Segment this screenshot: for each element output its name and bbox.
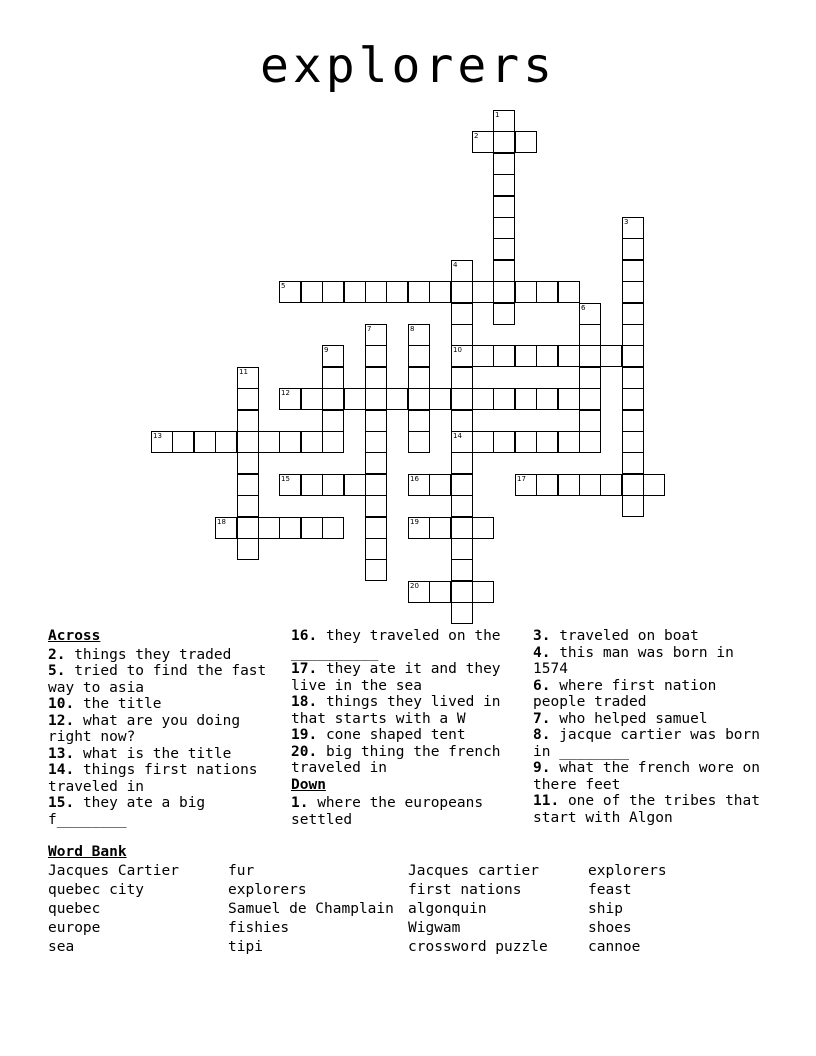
crossword-cell[interactable] xyxy=(536,345,558,367)
crossword-cell[interactable] xyxy=(622,324,644,346)
crossword-cell[interactable] xyxy=(622,303,644,325)
crossword-cell[interactable] xyxy=(493,110,515,132)
crossword-cell[interactable] xyxy=(472,388,494,410)
crossword-cell[interactable] xyxy=(365,474,387,496)
clue-across: 17. they ate it and they live in the sea xyxy=(291,661,501,694)
crossword-cell[interactable] xyxy=(451,303,473,325)
crossword-cell[interactable] xyxy=(344,281,366,303)
crossword-cell[interactable] xyxy=(365,367,387,389)
crossword-cell[interactable] xyxy=(451,324,473,346)
clue-number: 5 xyxy=(281,282,286,290)
crossword-cell[interactable] xyxy=(279,474,301,496)
clue-number: 20 xyxy=(410,582,419,590)
clue-across: 18. things they lived in that starts with a W xyxy=(291,694,501,727)
crossword-cell[interactable] xyxy=(493,260,515,282)
crossword-cell[interactable] xyxy=(536,281,558,303)
crossword-cell[interactable] xyxy=(558,474,580,496)
crossword-cell[interactable] xyxy=(365,388,387,410)
clue-number: 4 xyxy=(453,261,458,269)
crossword-cell[interactable] xyxy=(472,281,494,303)
crossword-cell[interactable] xyxy=(558,388,580,410)
word-bank-item: explorers xyxy=(228,882,307,898)
crossword-cell[interactable] xyxy=(408,431,430,453)
crossword-cell[interactable] xyxy=(322,517,344,539)
crossword-cell[interactable] xyxy=(579,388,601,410)
word-bank-list xyxy=(48,862,768,957)
clue-number: 18 xyxy=(217,518,226,526)
crossword-cell[interactable] xyxy=(622,345,644,367)
crossword-cell[interactable] xyxy=(301,517,323,539)
crossword-cell[interactable] xyxy=(365,495,387,517)
clue-across: 12. what are you doing right now? xyxy=(48,712,241,745)
word-bank-item: feast xyxy=(588,882,632,898)
clue-number: 16 xyxy=(410,475,419,483)
crossword-cell[interactable] xyxy=(622,410,644,432)
crossword-cell[interactable] xyxy=(472,517,494,539)
word-bank-item: quebec xyxy=(48,901,101,917)
crossword-cell[interactable] xyxy=(643,474,665,496)
crossword-cell[interactable] xyxy=(493,303,515,325)
crossword-cell[interactable] xyxy=(536,431,558,453)
clue-number: 8 xyxy=(410,325,415,333)
crossword-cell[interactable] xyxy=(322,345,344,367)
crossword-cell[interactable] xyxy=(365,410,387,432)
crossword-cell[interactable] xyxy=(408,367,430,389)
crossword-cell[interactable] xyxy=(493,174,515,196)
clue-number: 9 xyxy=(324,346,329,354)
clue-down: 6. where first nation people traded xyxy=(533,677,717,710)
crossword-cell[interactable] xyxy=(493,238,515,260)
clue-across: 16. they traveled on the __________ xyxy=(291,628,501,661)
crossword-cell[interactable] xyxy=(536,474,558,496)
clue-number: 15 xyxy=(281,475,290,483)
crossword-cell[interactable] xyxy=(600,474,622,496)
clue-number: 6 xyxy=(581,304,586,312)
crossword-cell[interactable] xyxy=(237,431,259,453)
word-bank-item: quebec city xyxy=(48,882,145,898)
crossword-cell[interactable] xyxy=(258,431,280,453)
clue-down: 9. what the french wore on there feet xyxy=(533,760,760,793)
word-bank-item: tipi xyxy=(228,939,263,955)
down-heading: Down xyxy=(291,776,326,793)
crossword-cell[interactable] xyxy=(365,559,387,581)
crossword-cell[interactable] xyxy=(301,281,323,303)
crossword-cell[interactable] xyxy=(408,581,430,603)
word-bank-item: Wigwam xyxy=(408,920,461,936)
crossword-cell[interactable] xyxy=(279,517,301,539)
crossword-cell[interactable] xyxy=(408,388,430,410)
crossword-cell[interactable] xyxy=(579,303,601,325)
crossword-cell[interactable] xyxy=(258,517,280,539)
crossword-cell[interactable] xyxy=(622,238,644,260)
clue-across: 13. what is the title xyxy=(48,745,232,762)
word-bank-item: ship xyxy=(588,901,623,917)
crossword-cell[interactable] xyxy=(237,538,259,560)
crossword-cell[interactable] xyxy=(622,431,644,453)
crossword-cell[interactable] xyxy=(451,538,473,560)
crossword-cell[interactable] xyxy=(493,345,515,367)
page-title: explorers xyxy=(259,38,557,94)
crossword-cell[interactable] xyxy=(237,367,259,389)
crossword-cell[interactable] xyxy=(172,431,194,453)
crossword-cell[interactable] xyxy=(322,431,344,453)
crossword-cell[interactable] xyxy=(622,281,644,303)
clue-number: 11 xyxy=(239,368,248,376)
crossword-cell[interactable] xyxy=(536,388,558,410)
crossword-cell[interactable] xyxy=(579,431,601,453)
crossword-cell[interactable] xyxy=(622,367,644,389)
crossword-cell[interactable] xyxy=(429,517,451,539)
word-bank xyxy=(48,843,768,957)
clue-down: 4. this man was born in 1574 xyxy=(533,644,734,677)
crossword-cell[interactable] xyxy=(515,345,537,367)
clue-column-1 xyxy=(48,628,280,828)
crossword-cell[interactable] xyxy=(237,388,259,410)
clue-number: 2 xyxy=(474,132,479,140)
clue-down: 8. jacque cartier was born in ________ xyxy=(533,727,760,760)
clue-across: 20. big thing the french traveled in xyxy=(291,743,501,776)
crossword-cell[interactable] xyxy=(365,431,387,453)
crossword-cell[interactable] xyxy=(408,281,430,303)
word-bank-item: first nations xyxy=(408,882,522,898)
clue-across: 19. cone shaped tent xyxy=(291,727,466,743)
crossword-cell[interactable] xyxy=(386,388,408,410)
clue-across: 10. the title xyxy=(48,696,162,712)
crossword-cell[interactable] xyxy=(451,367,473,389)
crossword-cell[interactable] xyxy=(215,517,237,539)
crossword-cell[interactable] xyxy=(622,474,644,496)
across-heading: Across xyxy=(48,628,101,644)
crossword-cell[interactable] xyxy=(322,367,344,389)
crossword-cell[interactable] xyxy=(493,431,515,453)
clue-number: 3 xyxy=(624,218,629,226)
word-bank-item: Jacques Cartier xyxy=(48,863,179,879)
word-bank-item: fur xyxy=(228,863,255,879)
crossword-cell[interactable] xyxy=(493,217,515,239)
clue-down: 7. who helped samuel xyxy=(533,710,708,727)
crossword-cell[interactable] xyxy=(622,388,644,410)
crossword-cell[interactable] xyxy=(493,388,515,410)
crossword-cell[interactable] xyxy=(344,474,366,496)
crossword-cell[interactable] xyxy=(429,581,451,603)
crossword-cell[interactable] xyxy=(365,452,387,474)
crossword-cell[interactable] xyxy=(515,388,537,410)
crossword-cell[interactable] xyxy=(279,281,301,303)
word-bank-item: shoes xyxy=(588,920,632,936)
crossword-cell[interactable] xyxy=(472,431,494,453)
crossword-cell[interactable] xyxy=(301,474,323,496)
clue-number: 10 xyxy=(453,346,462,354)
clue-number: 7 xyxy=(367,325,372,333)
crossword-cell[interactable] xyxy=(515,431,537,453)
crossword-cell[interactable] xyxy=(493,131,515,153)
crossword-cell[interactable] xyxy=(451,388,473,410)
clue-number: 1 xyxy=(495,111,500,119)
word-bank-heading: Word Bank xyxy=(48,844,127,860)
crossword-cell[interactable] xyxy=(408,410,430,432)
crossword-cell[interactable] xyxy=(215,431,237,453)
clue-column-3 xyxy=(533,628,765,826)
crossword-cell[interactable] xyxy=(408,474,430,496)
crossword-cell[interactable] xyxy=(408,324,430,346)
clue-across: 2. things they traded xyxy=(48,646,232,663)
crossword-cell[interactable] xyxy=(365,538,387,560)
clue-across: 15. they ate a big f________ xyxy=(48,795,206,828)
crossword-cell[interactable] xyxy=(558,345,580,367)
crossword-cell[interactable] xyxy=(237,495,259,517)
crossword-cell[interactable] xyxy=(451,410,473,432)
crossword-cell[interactable] xyxy=(451,602,473,624)
crossword-cell[interactable] xyxy=(279,431,301,453)
crossword-cell[interactable] xyxy=(558,431,580,453)
crossword-cell[interactable] xyxy=(237,517,259,539)
clue-down: 1. where the europeans settled xyxy=(291,795,484,828)
crossword-cell[interactable] xyxy=(622,260,644,282)
word-bank-item: Samuel de Champlain xyxy=(228,901,394,917)
crossword-cell[interactable] xyxy=(579,367,601,389)
clue-down: 3. traveled on boat xyxy=(533,628,699,644)
crossword-cell[interactable] xyxy=(237,410,259,432)
crossword-cell[interactable] xyxy=(408,345,430,367)
crossword-cell[interactable] xyxy=(472,345,494,367)
word-bank-item: fishies xyxy=(228,920,290,936)
crossword-cell[interactable] xyxy=(429,281,451,303)
crossword-cell[interactable] xyxy=(451,559,473,581)
crossword-cell[interactable] xyxy=(322,388,344,410)
crossword-cell[interactable] xyxy=(322,281,344,303)
crossword-cell[interactable] xyxy=(472,581,494,603)
crossword-cell[interactable] xyxy=(493,281,515,303)
crossword-cell[interactable] xyxy=(451,495,473,517)
clue-across: 14. things first nations traveled in xyxy=(48,762,258,795)
crossword-cell[interactable] xyxy=(451,517,473,539)
crossword-cell[interactable] xyxy=(386,281,408,303)
crossword-cell[interactable] xyxy=(579,474,601,496)
crossword-cell[interactable] xyxy=(451,581,473,603)
crossword-cell[interactable] xyxy=(451,474,473,496)
crossword-cell[interactable] xyxy=(622,452,644,474)
crossword-cell[interactable] xyxy=(451,431,473,453)
crossword-cell[interactable] xyxy=(451,345,473,367)
crossword-cell[interactable] xyxy=(515,474,537,496)
crossword-cell[interactable] xyxy=(365,517,387,539)
clue-across: 5. tried to find the fast way to asia xyxy=(48,663,267,696)
clue-number: 14 xyxy=(453,432,462,440)
crossword-cell[interactable] xyxy=(493,196,515,218)
crossword-cell[interactable] xyxy=(472,131,494,153)
word-bank-item: explorers xyxy=(588,863,667,879)
crossword-cell[interactable] xyxy=(579,324,601,346)
crossword-cell[interactable] xyxy=(451,452,473,474)
crossword-cell[interactable] xyxy=(622,217,644,239)
word-bank-item: europe xyxy=(48,920,101,936)
crossword-cell[interactable] xyxy=(322,410,344,432)
word-bank-item: algonquin xyxy=(408,901,487,917)
clue-number: 17 xyxy=(517,475,526,483)
word-bank-item: sea xyxy=(48,939,75,955)
word-bank-item: crossword puzzle xyxy=(408,939,548,955)
crossword-cell[interactable] xyxy=(344,388,366,410)
crossword-cell[interactable] xyxy=(451,260,473,282)
clue-number: 13 xyxy=(153,432,162,440)
clue-number: 12 xyxy=(281,389,290,397)
crossword-cell[interactable] xyxy=(600,345,622,367)
crossword-cell[interactable] xyxy=(408,517,430,539)
crossword-cell[interactable] xyxy=(622,495,644,517)
crossword-cell[interactable] xyxy=(194,431,216,453)
crossword-cell[interactable] xyxy=(237,474,259,496)
crossword-cell[interactable] xyxy=(301,431,323,453)
crossword-cell[interactable] xyxy=(237,452,259,474)
crossword-cell[interactable] xyxy=(515,281,537,303)
crossword-cell[interactable] xyxy=(493,153,515,175)
crossword-cell[interactable] xyxy=(365,345,387,367)
crossword-cell[interactable] xyxy=(579,345,601,367)
clue-column-2 xyxy=(291,628,523,828)
crossword-cell[interactable] xyxy=(151,431,173,453)
crossword-cell[interactable] xyxy=(429,474,451,496)
clue-number: 19 xyxy=(410,518,419,526)
crossword-cell[interactable] xyxy=(451,281,473,303)
crossword-cell[interactable] xyxy=(365,324,387,346)
word-bank-item: Jacques cartier xyxy=(408,863,539,879)
clue-down: 11. one of the tribes that start with Algon xyxy=(533,793,760,826)
crossword-cell[interactable] xyxy=(558,281,580,303)
crossword-cell[interactable] xyxy=(579,410,601,432)
crossword-cell[interactable] xyxy=(301,388,323,410)
crossword-cell[interactable] xyxy=(365,281,387,303)
crossword-cell[interactable] xyxy=(429,388,451,410)
word-bank-item: cannoe xyxy=(588,939,641,955)
crossword-cell[interactable] xyxy=(322,474,344,496)
crossword-cell[interactable] xyxy=(279,388,301,410)
crossword-cell[interactable] xyxy=(515,131,537,153)
